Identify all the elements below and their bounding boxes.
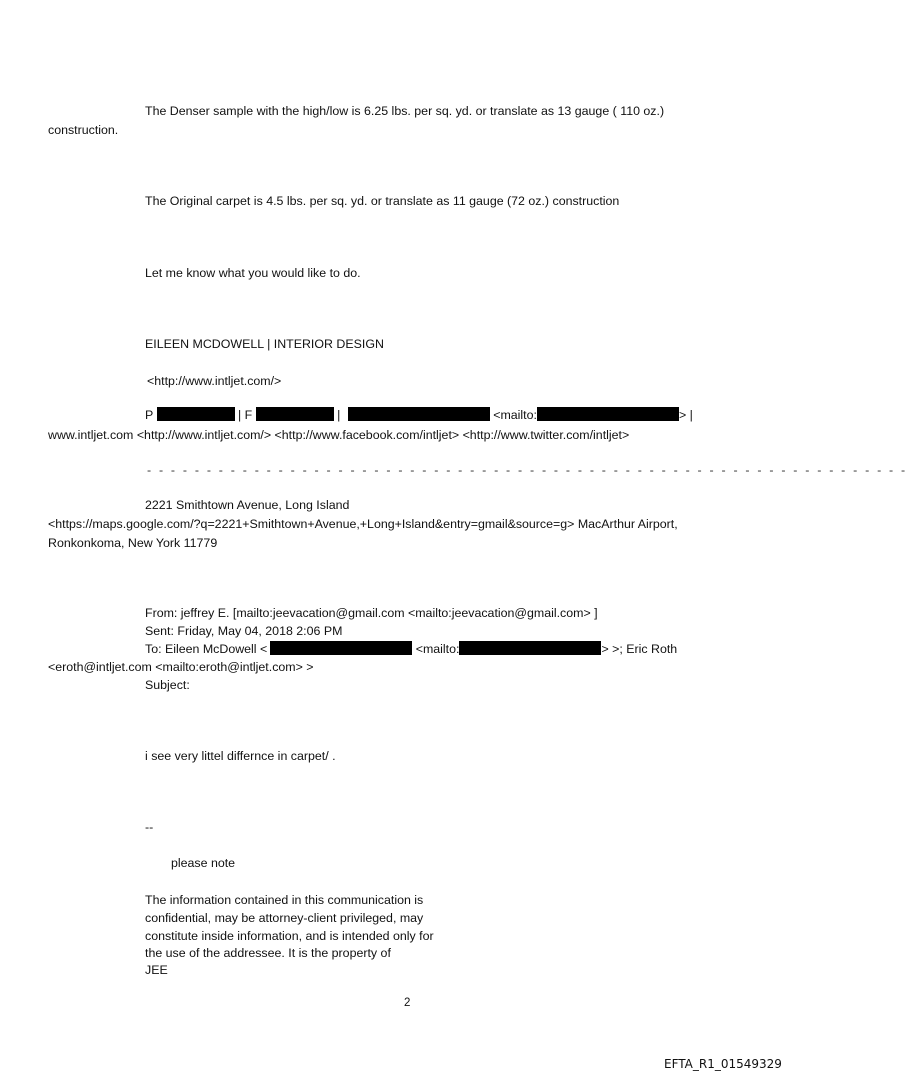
fax-separator: | F	[237, 408, 253, 422]
redaction-block	[537, 407, 679, 421]
paragraph-original-carpet: The Original carpet is 4.5 lbs. per sq. yd. or translate as 11 gauge (72 oz.) construction	[145, 194, 620, 208]
paragraph-denser-sample: The Denser sample with the high/low is 6.25 lbs. per sq. yd. or translate as 13 gauge ( 110 oz.)	[145, 104, 665, 118]
to-prefix: To: Eileen McDowell <	[145, 642, 268, 656]
mailto-close: > |	[678, 408, 693, 422]
address-line-1: 2221 Smithtown Avenue, Long Island	[145, 498, 350, 512]
redaction-block	[459, 641, 601, 655]
please-note: please note	[171, 856, 236, 870]
message-separator: --	[145, 820, 154, 834]
message-text: i see very littel differnce in carpet/ .	[145, 749, 336, 763]
disclaimer-line: The information contained in this communication is	[145, 893, 424, 907]
page-number: 2	[404, 997, 411, 1009]
signature-site-url[interactable]: <http://www.intljet.com/>	[147, 374, 282, 388]
document-id: EFTA_R1_01549329	[664, 1057, 782, 1071]
email-to-cont: <eroth@intljet.com <mailto:eroth@intljet.com> >	[48, 660, 314, 674]
email-to	[145, 641, 677, 657]
redaction-block	[157, 407, 235, 421]
signature-divider: - - - - - - - - - - - - - - - - - - - - - - - - - - - - - - - - - - - - - - - - - - - - - - - - - - - - - - - - - - - - - - - -	[147, 463, 907, 477]
signature-name-title: EILEEN MCDOWELL | INTERIOR DESIGN	[145, 337, 384, 351]
paragraph-denser-sample-cont: construction.	[48, 123, 119, 137]
disclaimer-line: the use of the addressee. It is the property of	[145, 946, 391, 960]
redaction-block	[348, 407, 490, 421]
redaction-block	[270, 641, 412, 655]
email-from: From: jeffrey E. [mailto:jeevacation@gmail.com <mailto:jeevacation@gmail.com> ]	[145, 606, 598, 620]
disclaimer-line: JEE	[145, 963, 168, 977]
to-mailto: <mailto:	[415, 642, 460, 656]
pipe-separator: |	[337, 408, 341, 422]
redaction-block	[256, 407, 334, 421]
address-line-2[interactable]: <https://maps.google.com/?q=2221+Smithtown+Avenue,+Long+Island&entry=gmail&source=g> MacArthur Airport,	[48, 517, 678, 531]
email-sent: Sent: Friday, May 04, 2018 2:06 PM	[145, 624, 343, 638]
email-subject: Subject:	[145, 678, 190, 692]
signature-contact-line	[145, 407, 693, 423]
signature-links-line[interactable]: www.intljet.com <http://www.intljet.com/> <http://www.facebook.com/intljet> <http://www.twitter.com/intljet>	[48, 428, 630, 442]
to-suffix: > >; Eric Roth	[601, 642, 678, 656]
address-line-3: Ronkonkoma, New York 11779	[48, 536, 218, 550]
disclaimer-line: constitute inside information, and is intended only for	[145, 929, 434, 943]
paragraph-let-me-know: Let me know what you would like to do.	[145, 266, 361, 280]
phone-prefix: P	[145, 408, 154, 422]
mailto-open: <mailto:	[493, 408, 537, 422]
disclaimer-line: confidential, may be attorney-client privileged, may	[145, 911, 424, 925]
